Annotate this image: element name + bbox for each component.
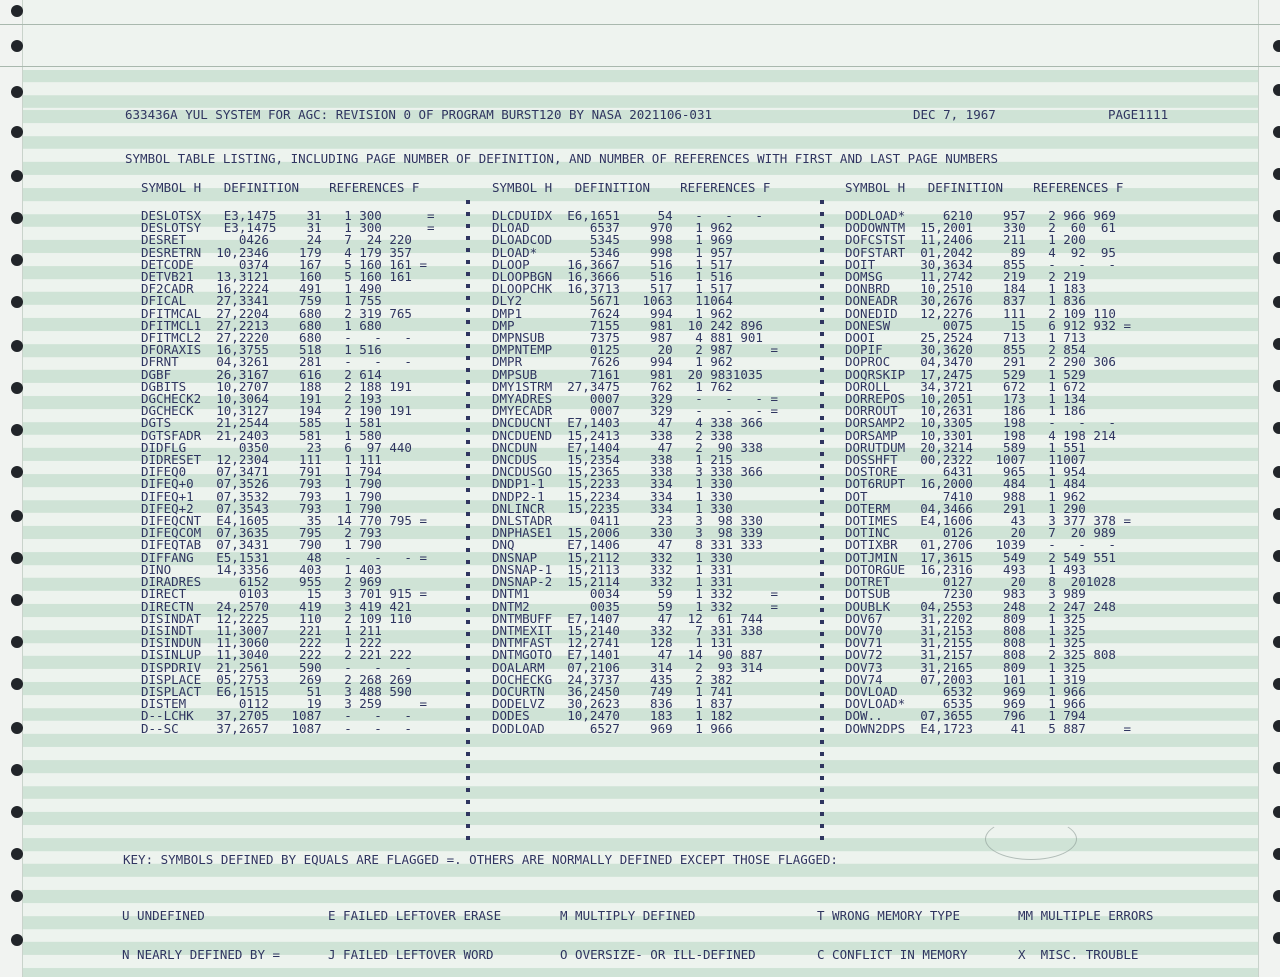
legend-item: MM MULTIPLE ERRORS bbox=[1018, 908, 1154, 923]
symbol-row: DLOAD* 5346 998 1 957 bbox=[492, 244, 733, 260]
column-separator bbox=[820, 200, 824, 840]
symbol-row: DF2CADR 16,2224 491 1 490 bbox=[141, 281, 382, 297]
symbol-row: DNCDUCNT E7,1403 47 4 338 366 bbox=[492, 415, 763, 431]
symbol-row: DOVLOAD 6532 969 1 966 bbox=[845, 683, 1086, 699]
tractor-hole bbox=[11, 806, 23, 818]
symbol-row: DOTRET 0127 20 8 201028 bbox=[845, 574, 1116, 590]
symbol-row: DMP1 7624 994 1 962 bbox=[492, 305, 733, 321]
symbol-row: DODLOAD 6527 969 1 966 bbox=[492, 720, 733, 736]
tractor-hole bbox=[1273, 678, 1280, 690]
tractor-hole bbox=[11, 552, 23, 564]
tractor-hole bbox=[1273, 40, 1280, 52]
legend-item: O OVERSIZE- OR ILL-DEFINED bbox=[560, 947, 756, 962]
pen-mark bbox=[985, 818, 1077, 860]
symbol-row: DOT6RUPT 16,2000 484 1 484 bbox=[845, 476, 1086, 492]
legend-item: J FAILED LEFTOVER WORD bbox=[328, 947, 494, 962]
symbol-row: DIRECT 0103 15 3 701 915 = bbox=[141, 586, 427, 602]
tractor-hole bbox=[11, 890, 23, 902]
tractor-hole bbox=[11, 934, 23, 946]
tractor-hole bbox=[1273, 380, 1280, 392]
symbol-row: DIFFANG E5,1531 48 - - - = bbox=[141, 549, 427, 565]
symbol-row: DGTS 21,2544 585 1 581 bbox=[141, 415, 382, 431]
symbol-row: DOIT 30,3634 855 - - - bbox=[845, 256, 1116, 272]
symbol-row: DIFEQ+1 07,3532 793 1 790 bbox=[141, 488, 382, 504]
symbol-row: DNLINCR 15,2235 334 1 330 bbox=[492, 500, 733, 516]
symbol-row: DMPNSUB 7375 987 4 881 901 bbox=[492, 330, 763, 346]
legend-group-4 bbox=[817, 883, 968, 977]
symbol-row: DIDRESET 12,2304 111 1 111 bbox=[141, 452, 382, 468]
tractor-hole bbox=[1273, 296, 1280, 308]
tractor-hole bbox=[1273, 210, 1280, 222]
symbol-row: DOUBLK 04,2553 248 2 247 248 bbox=[845, 598, 1116, 614]
symbol-row: DNSNAP 15,2112 332 1 330 bbox=[492, 549, 733, 565]
symbol-row: DIFEQ0 07,3471 791 1 794 bbox=[141, 464, 382, 480]
symbol-row: DNSNAP-2 15,2114 332 1 331 bbox=[492, 574, 733, 590]
symbol-row: DISINLUP 11,3040 222 2 221 222 bbox=[141, 647, 412, 663]
tractor-hole bbox=[1273, 422, 1280, 434]
legend-item: E FAILED LEFTOVER ERASE bbox=[328, 908, 502, 923]
tractor-hole bbox=[11, 340, 23, 352]
symbol-row: DONESW 0075 15 6 912 932 = bbox=[845, 317, 1131, 333]
tractor-hole bbox=[1273, 848, 1280, 860]
symbol-row: DMP 7155 981 10 242 896 bbox=[492, 317, 763, 333]
tractor-hole bbox=[11, 848, 23, 860]
symbol-row: DNPHASE1 15,2006 330 3 98 339 bbox=[492, 525, 763, 541]
symbol-row: DINO 14,3356 403 1 403 bbox=[141, 561, 382, 577]
symbol-row: DOFSTART 01,2042 89 4 92 95 bbox=[845, 244, 1116, 260]
symbol-row: DISINDAT 12,2225 110 2 109 110 bbox=[141, 610, 412, 626]
symbol-row: DOTERM 04,3466 291 1 290 bbox=[845, 500, 1086, 516]
symbol-row: DOCURTN 36,2450 749 1 741 bbox=[492, 683, 733, 699]
symbol-row: DODOWNTM 15,2001 330 2 60 61 bbox=[845, 220, 1116, 236]
symbol-row: DOTORGUE 16,2316 493 1 493 bbox=[845, 561, 1086, 577]
symbol-row: DORREPOS 10,2051 173 1 134 bbox=[845, 391, 1086, 407]
symbol-row: DNTMGOTO E7,1401 47 14 90 887 bbox=[492, 647, 763, 663]
column-header-2: SYMBOL H DEFINITION REFERENCES F bbox=[492, 180, 771, 195]
left-tractor-strip bbox=[0, 0, 23, 977]
tractor-hole bbox=[1273, 636, 1280, 648]
symbol-row: DGBF 26,3167 616 2 614 bbox=[141, 366, 382, 382]
symbol-row: DNTMFAST 12,2741 128 1 131 bbox=[492, 635, 733, 651]
symbol-row: DOPROC 04,3470 291 2 290 306 bbox=[845, 354, 1116, 370]
symbol-row: DOT 7410 988 1 962 bbox=[845, 488, 1086, 504]
symbol-row: DMPSUB 7161 981 20 9831035 bbox=[492, 366, 763, 382]
symbol-row: DNQ E7,1406 47 8 331 333 bbox=[492, 537, 763, 553]
column-header-1: SYMBOL H DEFINITION REFERENCES F bbox=[141, 180, 420, 195]
symbol-row: DIFEQ+0 07,3526 793 1 790 bbox=[141, 476, 382, 492]
symbol-row: DISPDRIV 21,2561 590 - - - bbox=[141, 659, 412, 675]
symbol-row: DOPIF 30,3620 855 2 854 bbox=[845, 342, 1086, 358]
symbol-row: DOV71 31,2155 808 1 325 bbox=[845, 635, 1086, 651]
symbol-row: DESRETRN 10,2346 179 4 179 357 bbox=[141, 244, 412, 260]
symbol-row: DNCDUS 15,2354 338 1 215 bbox=[492, 452, 733, 468]
symbol-row: DNSNAP-1 15,2113 332 1 331 bbox=[492, 561, 733, 577]
right-tractor-strip bbox=[1258, 0, 1280, 977]
symbol-row: DFICAL 27,3341 759 1 755 bbox=[141, 293, 382, 309]
symbol-row: DLOOP 16,3667 516 1 517 bbox=[492, 256, 733, 272]
tractor-hole bbox=[11, 254, 23, 266]
tractor-hole bbox=[1273, 762, 1280, 774]
symbol-row: DOV74 07,2003 101 1 319 bbox=[845, 671, 1086, 687]
symbol-row: DONEADR 30,2676 837 1 836 bbox=[845, 293, 1086, 309]
symbol-row: DESRET 0426 24 7 24 220 bbox=[141, 232, 412, 248]
symbol-row: DODELVZ 30,2623 836 1 837 bbox=[492, 696, 733, 712]
column-separator bbox=[466, 200, 470, 840]
symbol-column-2 bbox=[492, 210, 778, 735]
tractor-hole bbox=[1273, 338, 1280, 350]
legend-group-1 bbox=[122, 883, 280, 977]
tractor-hole bbox=[11, 424, 23, 436]
symbol-row: DFITMCL2 27,2220 680 - - - bbox=[141, 330, 412, 346]
symbol-column-3 bbox=[845, 210, 1131, 735]
symbol-row: DMPR 7626 994 1 962 bbox=[492, 354, 733, 370]
symbol-row: DOV72 31,2157 808 2 325 808 bbox=[845, 647, 1116, 663]
symbol-row: DMYECADR 0007 329 - - - = bbox=[492, 403, 778, 419]
symbol-row: DNTMEXIT 15,2140 332 7 331 338 bbox=[492, 622, 763, 638]
symbol-row: DGBITS 10,2707 188 2 188 191 bbox=[141, 378, 412, 394]
symbol-row: DISPLACT E6,1515 51 3 488 590 bbox=[141, 683, 412, 699]
symbol-row: D--SC 37,2657 1087 - - - bbox=[141, 720, 412, 736]
symbol-row: DOTSUB 7230 983 3 989 bbox=[845, 586, 1086, 602]
tractor-hole bbox=[11, 86, 23, 98]
symbol-row: DLOADCOD 5345 998 1 969 bbox=[492, 232, 733, 248]
symbol-row: DOVLOAD* 6535 969 1 966 bbox=[845, 696, 1086, 712]
symbol-row: DETVB21 13,3121 160 5 160 161 bbox=[141, 269, 412, 285]
symbol-row: DFITMCL1 27,2213 680 1 680 bbox=[141, 317, 382, 333]
symbol-row: DGCHECK2 10,3064 191 2 193 bbox=[141, 391, 382, 407]
legend-item: M MULTIPLY DEFINED bbox=[560, 908, 696, 923]
symbol-row: DOV67 31,2202 809 1 325 bbox=[845, 610, 1086, 626]
symbol-row: DNLSTADR 0411 23 3 98 330 bbox=[492, 513, 763, 529]
symbol-row: DOTINC 0126 20 7 20 989 bbox=[845, 525, 1116, 541]
symbol-row: DFRNT 04,3261 281 - - - bbox=[141, 354, 412, 370]
symbol-row: DOSSHFT 00,2322 1007 11007 bbox=[845, 452, 1086, 468]
symbol-row: DIRADRES 6152 955 2 969 bbox=[141, 574, 382, 590]
symbol-row: DOFCSTST 11,2406 211 1 200 bbox=[845, 232, 1086, 248]
tractor-hole bbox=[1273, 508, 1280, 520]
symbol-row: DORROUT 10,2631 186 1 186 bbox=[845, 403, 1086, 419]
perforation-line bbox=[0, 66, 1280, 67]
symbol-row: DOOI 25,2524 713 1 713 bbox=[845, 330, 1086, 346]
symbol-row: DISINDT 11,3007 221 1 211 bbox=[141, 622, 382, 638]
symbol-row: DNTM2 0035 59 1 332 = bbox=[492, 598, 778, 614]
symbol-row: DLOOPCHK 16,3713 517 1 517 bbox=[492, 281, 733, 297]
symbol-row: DOQRSKIP 17,2475 529 1 529 bbox=[845, 366, 1086, 382]
symbol-row: DNCDUEND 15,2413 338 2 338 bbox=[492, 427, 733, 443]
symbol-row: DOTIMES E4,1606 43 3 377 378 = bbox=[845, 513, 1131, 529]
symbol-row: DIDFLG 0350 23 6 97 440 bbox=[141, 439, 412, 455]
tractor-hole bbox=[1273, 806, 1280, 818]
symbol-row: DONEDID 12,2276 111 2 109 110 bbox=[845, 305, 1116, 321]
tractor-hole bbox=[11, 764, 23, 776]
symbol-row: DIFEQCOM 07,3635 795 2 793 bbox=[141, 525, 382, 541]
tractor-hole bbox=[11, 5, 23, 17]
tractor-hole bbox=[11, 594, 23, 606]
symbol-row: DISPLACE 05,2753 269 2 268 269 bbox=[141, 671, 412, 687]
tractor-hole bbox=[1273, 720, 1280, 732]
tractor-hole bbox=[11, 678, 23, 690]
symbol-row: DIFEQCNT E4,1605 35 14 770 795 = bbox=[141, 513, 427, 529]
symbol-row: DLY2 5671 1063 11064 bbox=[492, 293, 733, 309]
symbol-row: DODLOAD* 6210 957 2 966 969 bbox=[845, 208, 1116, 223]
tractor-hole bbox=[11, 636, 23, 648]
symbol-row: DOWN2DPS E4,1723 41 5 887 = bbox=[845, 720, 1131, 736]
symbol-row: DNDP2-1 15,2234 334 1 330 bbox=[492, 488, 733, 504]
symbol-row: DOROLL 34,3721 672 1 672 bbox=[845, 378, 1086, 394]
page-number: PAGE1111 bbox=[1108, 107, 1169, 122]
tractor-hole bbox=[1273, 168, 1280, 180]
key-line: KEY: SYMBOLS DEFINED BY EQUALS ARE FLAGGED =. OTHERS ARE NORMALLY DEFINED EXCEPT THOSE FLAGGED: bbox=[123, 852, 838, 867]
tractor-hole bbox=[11, 170, 23, 182]
symbol-row: DMY1STRM 27,3475 762 1 762 bbox=[492, 378, 733, 394]
symbol-row: DOV73 31,2165 809 1 325 bbox=[845, 659, 1086, 675]
symbol-row: DORSAMP 10,3301 198 4 198 214 bbox=[845, 427, 1116, 443]
legend-item: U UNDEFINED bbox=[122, 908, 205, 923]
symbol-row: DORUTDUM 20,3214 589 1 551 bbox=[845, 439, 1086, 455]
symbol-row: DISINDUN 11,3060 222 1 222 bbox=[141, 635, 382, 651]
symbol-row: DOALARM 07,2106 314 2 93 314 bbox=[492, 659, 763, 675]
symbol-column-1 bbox=[141, 210, 435, 735]
tractor-hole bbox=[1273, 592, 1280, 604]
symbol-row: DFORAXIS 16,3755 518 1 516 bbox=[141, 342, 382, 358]
tractor-hole bbox=[1273, 550, 1280, 562]
perforation-line bbox=[0, 24, 1280, 25]
symbol-row: DLOOPBGN 16,3666 516 1 516 bbox=[492, 269, 733, 285]
symbol-row: DNCDUN E7,1404 47 2 90 338 bbox=[492, 439, 763, 455]
tractor-hole bbox=[11, 722, 23, 734]
column-header-3: SYMBOL H DEFINITION REFERENCES F bbox=[845, 180, 1124, 195]
symbol-row: DOTIXBR 01,2706 1039 - - - bbox=[845, 537, 1116, 553]
symbol-row: DLOAD 6537 970 1 962 bbox=[492, 220, 733, 236]
symbol-row: DOMSG 11,2742 219 2 219 bbox=[845, 269, 1086, 285]
tractor-hole bbox=[1273, 932, 1280, 944]
legend-group-5 bbox=[1018, 883, 1153, 977]
tractor-hole bbox=[1273, 252, 1280, 264]
symbol-row: DNCDUSGO 15,2365 338 3 338 366 bbox=[492, 464, 763, 480]
tractor-hole bbox=[11, 382, 23, 394]
symbol-row: DNDP1-1 15,2233 334 1 330 bbox=[492, 476, 733, 492]
tractor-hole bbox=[1273, 466, 1280, 478]
symbol-row: DORSAMP2 10,3305 198 - - - bbox=[845, 415, 1116, 431]
listing-subtitle: SYMBOL TABLE LISTING, INCLUDING PAGE NUMBER OF DEFINITION, AND NUMBER OF REFERENCES WITH FIRST AND LAST PAGE NUMBERS bbox=[125, 151, 998, 166]
tractor-hole bbox=[1273, 126, 1280, 138]
symbol-row: DISTEM 0112 19 3 259 = bbox=[141, 696, 427, 712]
symbol-row: DOTJMIN 17,3615 549 2 549 551 bbox=[845, 549, 1116, 565]
legend-item: X MISC. TROUBLE bbox=[1018, 947, 1139, 962]
symbol-row: DOSTORE 6431 965 1 954 bbox=[845, 464, 1086, 480]
symbol-row: DESLOTSY E3,1475 31 1 300 = bbox=[141, 220, 435, 236]
tractor-hole bbox=[11, 40, 23, 52]
symbol-row: DODES 10,2470 183 1 182 bbox=[492, 708, 733, 724]
tractor-hole bbox=[11, 296, 23, 308]
legend-item: N NEARLY DEFINED BY = bbox=[122, 947, 281, 962]
tractor-hole bbox=[1273, 890, 1280, 902]
symbol-row: DLCDUIDX E6,1651 54 - - - bbox=[492, 208, 763, 223]
legend-group-2 bbox=[328, 883, 501, 977]
symbol-row: DOW.. 07,3655 796 1 794 bbox=[845, 708, 1086, 724]
symbol-row: DIRECTN 24,2570 419 3 419 421 bbox=[141, 598, 412, 614]
legend-group-3 bbox=[560, 883, 756, 977]
symbol-row: DMYADRES 0007 329 - - - = bbox=[492, 391, 778, 407]
symbol-row: DOCHECKG 24,3737 435 2 382 bbox=[492, 671, 733, 687]
listing-title: 633436A YUL SYSTEM FOR AGC: REVISION 0 OF PROGRAM BURST120 BY NASA 2021106-031 bbox=[125, 107, 712, 122]
symbol-row: DIFEQ+2 07,3543 793 1 790 bbox=[141, 500, 382, 516]
symbol-row: DGTSFADR 21,2403 581 1 580 bbox=[141, 427, 382, 443]
symbol-row: DONBRD 10,2510 184 1 183 bbox=[845, 281, 1086, 297]
tractor-hole bbox=[11, 510, 23, 522]
legend-item: T WRONG MEMORY TYPE bbox=[817, 908, 960, 923]
symbol-row: DIFEQTAB 07,3431 790 1 790 bbox=[141, 537, 382, 553]
symbol-row: D--LCHK 37,2705 1087 - - - bbox=[141, 708, 412, 724]
tractor-hole bbox=[11, 466, 23, 478]
symbol-row: DNTMBUFF E7,1407 47 12 61 744 bbox=[492, 610, 763, 626]
legend-item: C CONFLICT IN MEMORY bbox=[817, 947, 968, 962]
symbol-row: DOV70 31,2153 808 1 325 bbox=[845, 622, 1086, 638]
tractor-hole bbox=[11, 212, 23, 224]
symbol-row: DFITMCAL 27,2204 680 2 319 765 bbox=[141, 305, 412, 321]
symbol-row: DETCODE 0374 167 5 160 161 = bbox=[141, 256, 427, 272]
symbol-row: DNTM1 0034 59 1 332 = bbox=[492, 586, 778, 602]
symbol-row: DGCHECK 10,3127 194 2 190 191 bbox=[141, 403, 412, 419]
listing-date: DEC 7, 1967 bbox=[913, 107, 996, 122]
tractor-hole bbox=[1273, 84, 1280, 96]
symbol-row: DMPNTEMP 0125 20 2 987 = bbox=[492, 342, 778, 358]
tractor-hole bbox=[11, 126, 23, 138]
symbol-row: DESLOTSX E3,1475 31 1 300 = bbox=[141, 208, 435, 223]
